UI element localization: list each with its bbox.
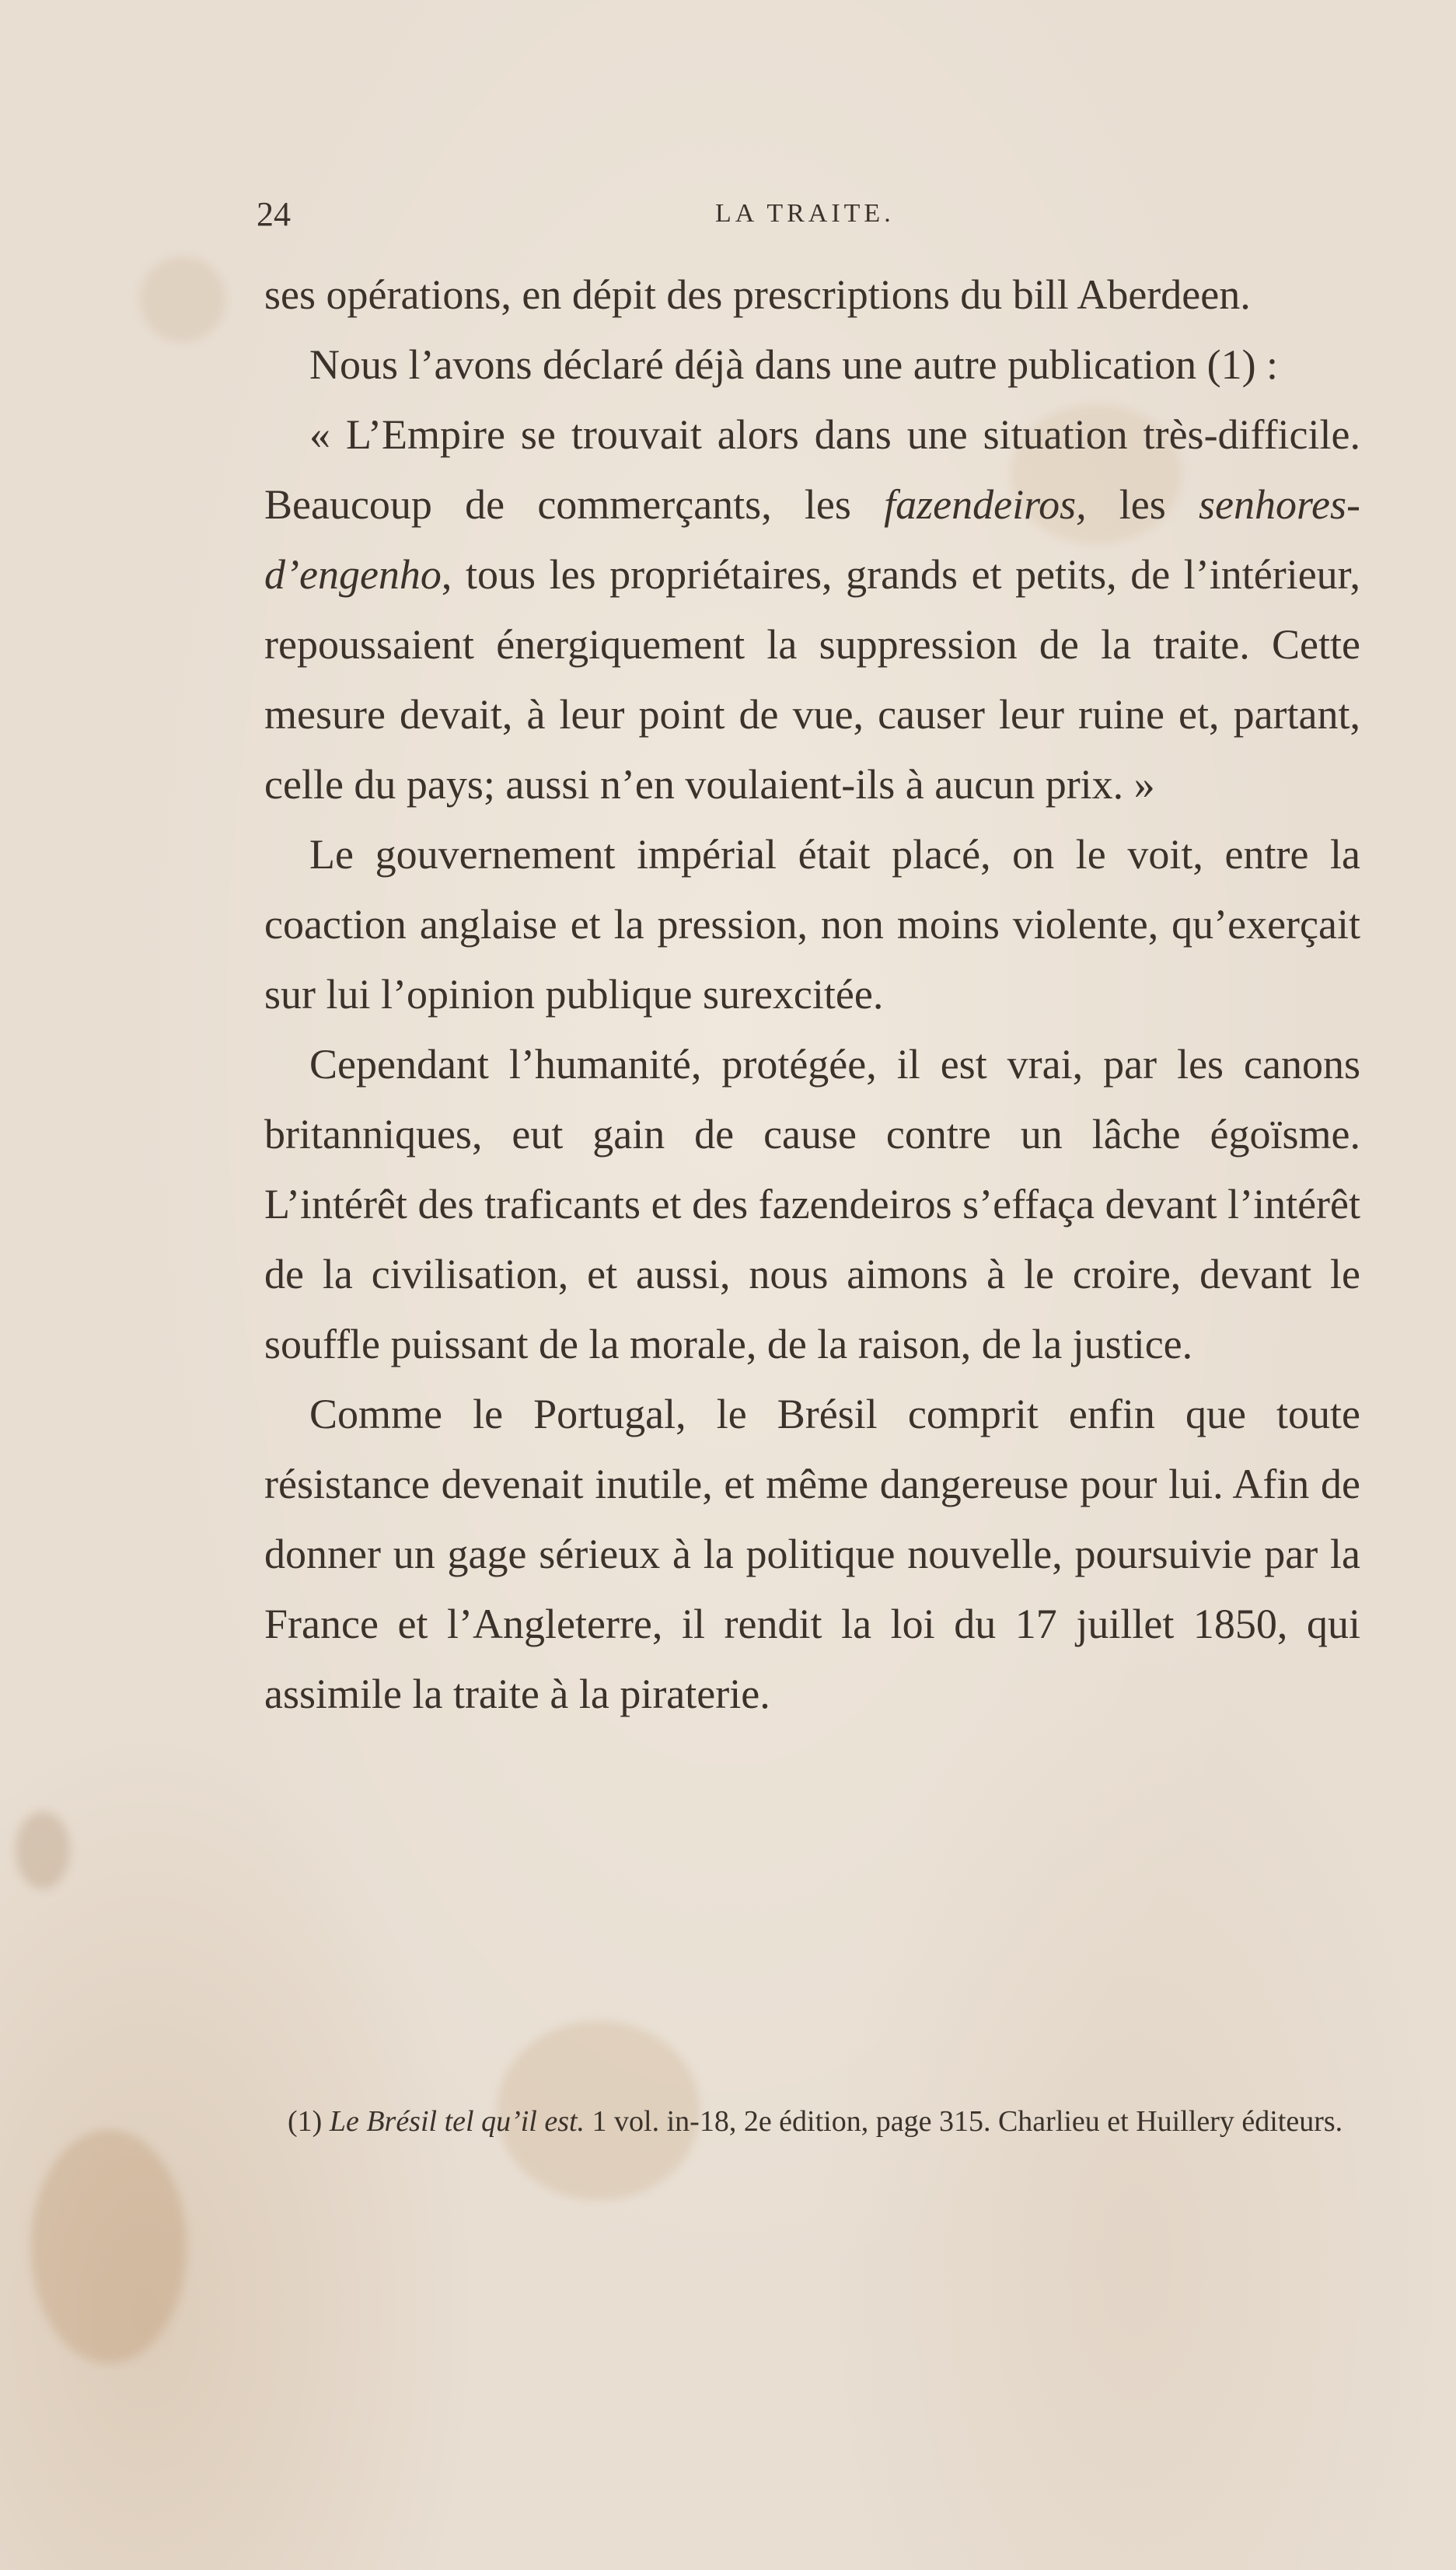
paragraph: ses opérations, en dépit des prescriptions du bill Aberdeen. — [264, 271, 1251, 318]
foxing-stain — [16, 1811, 70, 1889]
paragraph: Comme le Portugal, le Brésil comprit enfin que toute résistance devenait inutile, et même dangereuse pour lui. Afin de donner un gage sérieux à la politique nouvelle, poursuivie par la France et l’Angleterre, il rendit la loi du 17 juillet 1850, qui assimile la traite à la piraterie. — [264, 1391, 1360, 1717]
footnote — [264, 2097, 1360, 2146]
text-run: « L’Empire se trouvait alors dans une situation très-difficile. Beaucoup de commerçants, les — [264, 411, 1360, 528]
italic-term: senhores-d’engenho — [264, 481, 1360, 598]
paragraph: Le gouvernement impérial était placé, on le voit, entre la coaction anglaise et la pression, non moins violente, qu’exerçait sur lui l’opinion publique surexcitée. — [264, 831, 1360, 1018]
footnote-text — [264, 2097, 1360, 2146]
text-run: les — [1086, 481, 1199, 528]
running-title: LA TRAITE. — [715, 199, 895, 228]
body-text — [264, 260, 1360, 1729]
foxing-stain — [140, 257, 225, 342]
text-run: , tous les propriétaires, grands et petits, de l’intérieur, repoussaient énergiquement la suppression de la traite. Cette mesure devait, à leur point de vue, causer leur ruine et, partant, celle du pays; aussi n’en voulaient-ils à aucun prix. » — [264, 551, 1360, 808]
footnote-marker: (1) — [288, 2105, 323, 2138]
page-header — [257, 194, 1360, 241]
paragraph: Cependant l’humanité, protégée, il est vrai, par les canons britanniques, eut gain de cause contre un lâche égoïsme. L’intérêt des traficants et des fazendeiros s’effaça devant l’intérêt de la civilisation, et aussi, nous aimons à le croire, devant le souffle puissant de la morale, de la raison, de la justice. — [264, 1041, 1360, 1367]
quoted-paragraph — [264, 400, 1360, 819]
foxing-stain — [31, 2130, 187, 2363]
paragraph: Nous l’avons déclaré déjà dans une autre publication (1) : — [309, 341, 1279, 388]
footnote-details: 1 vol. in-18, 2e édition, page 315. Charlieu et Huillery éditeurs. — [585, 2105, 1343, 2138]
italic-term: fazendeiros, — [884, 481, 1087, 528]
footnote-book-title: Le Brésil tel qu’il est. — [329, 2105, 585, 2138]
page-number: 24 — [257, 195, 291, 233]
